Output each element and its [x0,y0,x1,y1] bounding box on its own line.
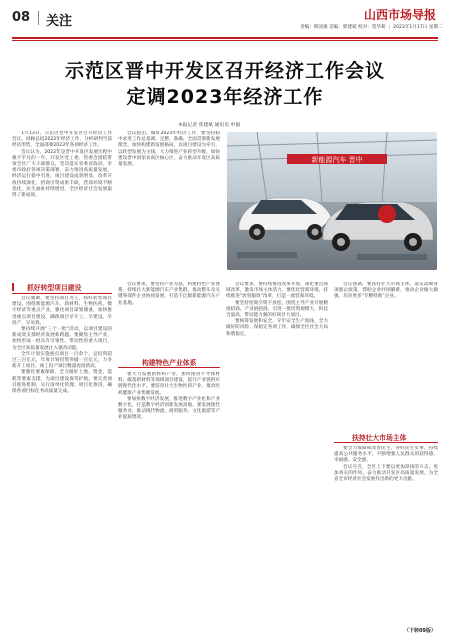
continued-note: （下转09版） [404,628,436,634]
body-column-2 [118,372,220,630]
body-column-2-top [118,282,220,352]
body-column-1 [12,296,112,630]
paragraph: 要全力保障和改善民生，办好民生实事，持续提高公共服务水平，不断增强人民群众的获得感、幸福感、安全感。 [334,446,438,464]
paragraph: 要加快数字经济发展，推进数字产业化和产业数字化，打造数字经济创新发展高地。要发展现代服务业，推动现代物流、商贸服务、文化旅游等产业提质增效。 [118,396,220,421]
editors-line: 责编：韩国强 美编：郭建斌 校对：贺华莉 ｜ 2023年1月17日 星期二 [300,25,443,30]
paragraph: 1月13日，示范区晋中开发区召开经济工作会议，回顾总结2022年经济工作，分析研判当前经济形势，全面部署2023年各项经济工作。 [12,131,112,149]
paragraph: 要统筹发展和安全，守牢安全生产底线，全力做好防风险、保稳定各项工作，确保全区社会大局和谐稳定。 [226,319,328,337]
paragraph: 要大力发展新材料产业，加快推进半导体材料、碳基新材料等领域项目建设，提升产业链供应链现代化水平。要培育壮大生物医药产业，推动医药健康产业集聚发展。 [118,372,220,396]
subhead-rule [334,442,438,443]
subhead-marker [12,283,14,291]
masthead-rule-thin [12,40,438,41]
paragraph: 全年计划实施重点项目一百余个，总投资超过三百亿元，年度计划投资突破一百亿元，力争新开工项目、竣工投产项目数量再创新高。 [12,351,112,370]
masthead-rule [12,37,438,39]
byline: 本报记者 焦建斌 通讯员 申毅 [178,123,241,128]
paragraph: 要坚持招商引资不放松，围绕主导产业开展精准招商、产业链招商，引进一批投资规模大、科技含量高、带动能力强的好项目大项目。 [226,300,328,319]
subhead-market: 扶持壮大市场主体 [352,434,407,442]
paragraph: 会议认为，2022年是晋中开发区发展历程中极不平凡的一年，开发区党工委、管委会团结带领全区广大干部群众，坚决落实省委省政府、市委市政府各项决策部署，奋力推进高质量发展，经济运行稳中有进，项目建设成效明显，改革开放持续深化，招商引资成果丰硕，营商环境不断优化，民生福祉持续增进，全区经济社会发展取得了新成效。 [12,149,112,199]
section-title: 关注 [46,14,73,29]
factory-photo [227,132,437,270]
headline-line-1: 示范区晋中开发区召开经济工作会议 [64,60,385,82]
paragraph: 会议要求，要坚持产业为基，构建特色产业体系。持续壮大新能源汽车产业集群，推动整车及关键零部件企业协同发展，打造千亿级新能源汽车产业基地。 [118,282,220,306]
subhead-project: 抓好转型项目建设 [27,284,82,292]
photo-banner-text: 新能源汽车 晋中 [311,156,363,164]
paragraph: 会议号召，全区上下要以更加昂扬的斗志、更加务实的作风，奋力推动开发区高质量发展，为全省全市经济社会发展作出新的更大贡献。 [334,464,438,483]
paragraph: 会议强调，要坚持项目为王，抓好转型项目建设。围绕新能源汽车、新材料、生物医药、数字经济等重点产业，强化项目谋划储备，加快推进重点项目建设，确保项目早开工、早建设、早投产、早见效。 [12,296,112,326]
car-factory-image [227,132,437,270]
subhead-industry: 构建特色产业体系 [142,359,197,367]
masthead [0,0,450,44]
paragraph: 要持续开展“三个一批”活动，以项目建设的新成效支撑经济发展新跨越。要聚焦主导产业，加快形成一批具有引领性、带动性的重大项目，为全区高质量发展注入强劲动能。 [12,327,112,351]
masthead-separator [38,11,39,25]
headline-line-2: 定调2023年经济工作 [126,86,324,108]
body-column-3 [226,282,328,630]
headline [0,58,450,110]
page-number: 08 [12,10,31,25]
body-column-4-top [334,282,438,410]
paragraph: 会议强调，要扶持壮大市场主体，落实落细各项惠企政策，帮助企业纾困解难，推动企业做大做强，培育更多“专精特新”企业。 [334,282,438,300]
body-column-4 [334,446,438,622]
paragraph: 要强化要素保障，全力做好土地、资金、能耗等要素支撑，为项目建设保驾护航。要完善项目推进机制，实行清单化管理、项目化推进，确保各项目标任务高质量完成。 [12,370,112,395]
paragraph: 会议要求，要持续推进改革开放，深化重点领域改革，激发市场主体活力。要优化营商环境，持续推进“放管服效”改革，打造一流营商环境。 [226,282,328,300]
newspaper-name: 山西市场导报 [363,8,436,22]
paragraph: 会议指出，做好2023年经济工作，要坚持稳中求进工作总基调，完整、准确、全面贯彻新发展理念，加快构建新发展格局，以项目建设为牵引，以转型发展为主线，大力推进产业转型升级，加快建设晋中国家农高区核心区，奋力推动开发区高质量发展。 [118,131,220,168]
intro-column-2 [118,131,220,271]
subhead-rule [118,367,220,368]
intro-column-1 [12,131,112,271]
subhead-rule [12,293,112,294]
